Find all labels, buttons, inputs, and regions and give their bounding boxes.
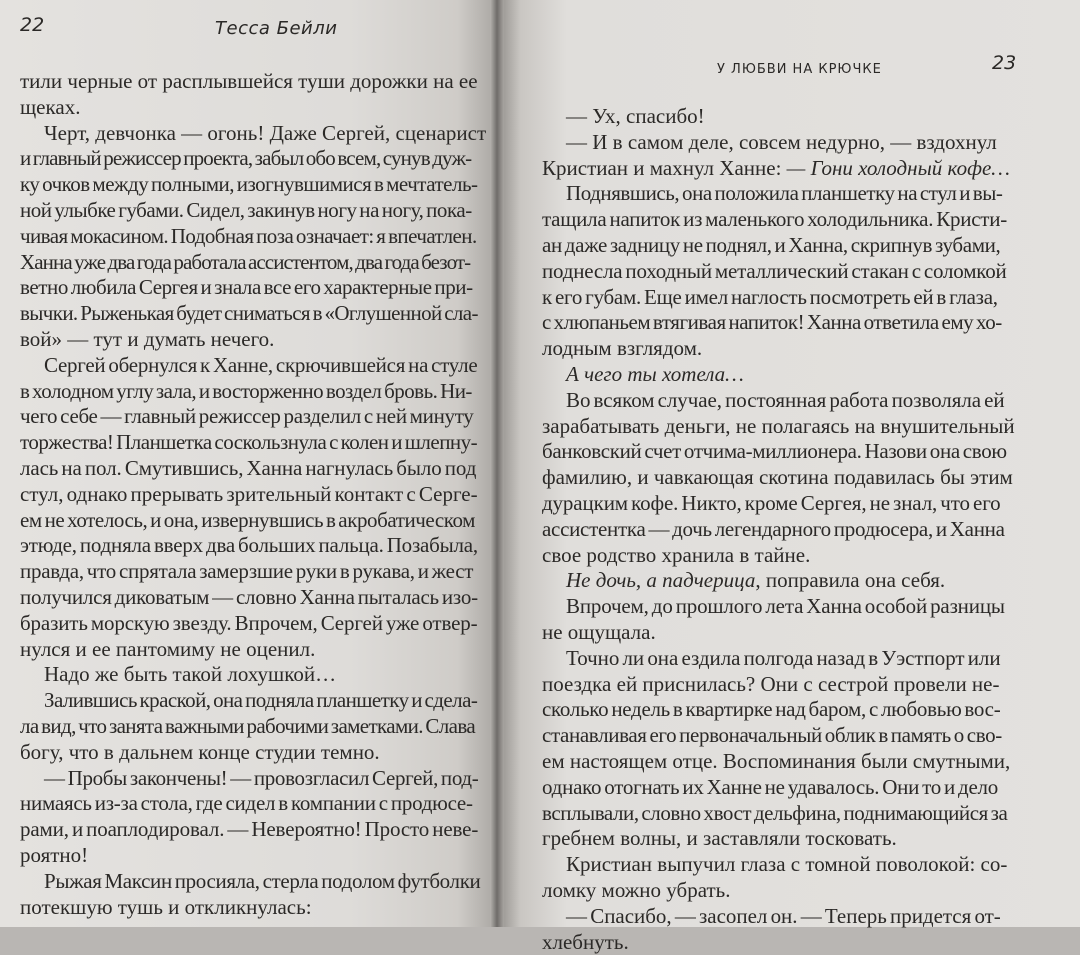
- text-line: Надо же быть такой лохушкой…: [20, 662, 490, 688]
- left-page: [0, 0, 497, 927]
- text-line: [542, 697, 1017, 723]
- text-line: нимаясь из-за стола, где сидел в компании с продюсе-: [20, 791, 490, 817]
- text-run: , поправила она себя.: [755, 568, 945, 592]
- text-line: [542, 672, 1017, 698]
- text-run: зарабатывать деньги, не полагаясь на внушительный: [542, 414, 1015, 438]
- text-line: [542, 852, 1017, 878]
- text-line: [542, 285, 1017, 311]
- text-line: [542, 749, 1017, 775]
- text-line: Черт, девчонка — огонь! Даже Сергей, сценарист: [20, 121, 490, 147]
- italic-run: А чего ты хотела…: [566, 362, 744, 386]
- text-line: богу, что в дальнем конце студии темно.: [20, 740, 490, 766]
- text-line: [542, 439, 1017, 465]
- text-line: [542, 930, 1017, 955]
- text-line: Ханна уже два года работала ассистентом, два года безот-: [20, 250, 490, 276]
- text-line: Залившись краской, она подняла планшетку и сдела-: [20, 688, 490, 714]
- text-line: [542, 130, 1017, 156]
- italic-run: Не дочь, а падчерица: [566, 568, 755, 592]
- text-line: ветно любила Сергея и знала все его характерные при-: [20, 275, 490, 301]
- text-line: рами, и поаплодировал. — Невероятно! Просто неве-: [20, 817, 490, 843]
- text-line: Рыжая Максин просияла, стерла подолом футболки: [20, 869, 490, 895]
- text-line: [542, 646, 1017, 672]
- text-line: тили черные от расплывшейся туши дорожки на ее: [20, 69, 490, 95]
- text-line: этюде, подняла вверх два больших пальца. Позабыла,: [20, 533, 490, 559]
- text-run: к его губам. Еще имел наглость посмотреть ей в глаза,: [542, 285, 998, 309]
- text-run: Впрочем, до прошлого лета Ханна особой разницы: [566, 594, 1005, 618]
- text-line: [542, 156, 1017, 182]
- page-number-right: 23: [992, 52, 1016, 74]
- text-line: [542, 594, 1017, 620]
- text-line: [542, 388, 1017, 414]
- text-line: и главный режиссер проекта, забыл обо всем, сунув дуж-: [20, 146, 490, 172]
- text-line: [542, 336, 1017, 362]
- text-line: — Пробы закончены! — провозгласил Сергей, под-: [20, 766, 490, 792]
- text-run: — Ух, спасибо!: [566, 104, 705, 128]
- text-run: Поднявшись, она положила планшетку на стул и вы-: [566, 181, 1002, 205]
- book-gutter: [490, 0, 504, 927]
- text-run: не ощущала.: [542, 620, 656, 644]
- text-line: [542, 491, 1017, 517]
- text-line: получился диковатым — словно Ханна пыталась изо-: [20, 585, 490, 611]
- running-head-author: Тесса Бейли: [215, 18, 337, 39]
- text-run: ан даже задницу не поднял, и Ханна, скрипнув зубами,: [542, 233, 1000, 257]
- text-line: бразить морскую звезду. Впрочем, Сергей уже отвер-: [20, 611, 490, 637]
- text-line: [542, 517, 1017, 543]
- text-line: вычки. Рыженькая будет сниматься в «Оглушенной сла-: [20, 301, 490, 327]
- text-line: [542, 465, 1017, 491]
- right-page-text: [542, 104, 1017, 955]
- text-line: [542, 904, 1017, 930]
- text-line: [542, 543, 1017, 569]
- text-run: ем настоящем отце. Воспоминания были смутными,: [542, 749, 1010, 773]
- text-line: [542, 104, 1017, 130]
- text-line: чего себе — главный режиссер разделил с ней минуту: [20, 404, 490, 430]
- text-line: [542, 414, 1017, 440]
- text-line: [542, 568, 1017, 594]
- text-run: тащила напиток из маленького холодильника. Кристи-: [542, 207, 1007, 231]
- text-run: Кристиан и махнул Ханне:: [542, 156, 787, 180]
- text-run: банковский счет отчима-миллионера. Назови она свою: [542, 439, 1007, 463]
- text-line: ла вид, что занята важными рабочими заметками. Слава: [20, 714, 490, 740]
- text-line: [542, 362, 1017, 388]
- text-run: хлебнуть.: [542, 930, 629, 954]
- text-line: [542, 207, 1017, 233]
- text-line: [542, 310, 1017, 336]
- text-run: — Спасибо, — засопел он. — Теперь придется от-: [566, 904, 1001, 928]
- text-run: лодным взглядом.: [542, 336, 702, 360]
- text-line: [542, 181, 1017, 207]
- text-line: [542, 826, 1017, 852]
- text-run: Во всяком случае, постоянная работа позволяла ей: [566, 388, 1005, 412]
- text-line: роятно!: [20, 843, 490, 869]
- text-line: нулся и ее пантомиму не оценил.: [20, 637, 490, 663]
- text-line: стул, однако прерывать зрительный контакт с Серге-: [20, 482, 490, 508]
- text-line: торжества! Планшетка соскользнула с колен и шлепну-: [20, 430, 490, 456]
- text-run: с хлюпаньем втягивая напиток! Ханна ответила ему хо-: [542, 310, 1002, 334]
- text-line: [542, 723, 1017, 749]
- text-line: потекшую тушь и откликнулась:: [20, 895, 490, 921]
- text-run: ломку можно убрать.: [542, 878, 730, 902]
- text-line: щеках.: [20, 95, 490, 121]
- text-line: [542, 259, 1017, 285]
- left-page-text: [20, 69, 490, 920]
- text-line: [542, 775, 1017, 801]
- text-line: ем не хотелось, и она, извернувшись в акробатическом: [20, 508, 490, 534]
- text-run: — И в самом деле, совсем недурно, — вздохнул: [566, 130, 997, 154]
- text-line: [542, 620, 1017, 646]
- text-run: поездка ей приснилась? Они с сестрой провели не-: [542, 672, 999, 696]
- text-run: станавливая его первоначальный облик в память о сво-: [542, 723, 1002, 747]
- text-run: свое родство хранила в тайне.: [542, 543, 810, 567]
- text-run: фамилию, и чавкающая скотина подавилась бы этим: [542, 465, 1013, 489]
- text-line: вой» — тут и думать нечего.: [20, 327, 490, 353]
- text-run: однако отогнать их Ханне не удавалось. Они то и дело: [542, 775, 998, 799]
- text-line: лась на пол. Смутившись, Ханна нагнулась было под: [20, 456, 490, 482]
- text-run: поднесла походный металлический стакан с соломкой: [542, 259, 1007, 283]
- text-run: Кристиан выпучил глаза с томной поволокой: со-: [566, 852, 1007, 876]
- text-line: [542, 801, 1017, 827]
- running-head-title: У ЛЮБВИ НА КРЮЧКЕ: [717, 62, 882, 77]
- italic-run: — Гони холодный кофе…: [787, 156, 1010, 180]
- text-line: ку очков между полными, изогнувшимися в мечтатель-: [20, 172, 490, 198]
- right-page: [497, 0, 1080, 927]
- text-run: ассистентка — дочь легендарного продюсера, и Ханна: [542, 517, 1005, 541]
- text-run: Точно ли она ездила полгода назад в Уэстпорт или: [566, 646, 1001, 670]
- text-run: дурацким кофе. Никто, кроме Сергея, не знал, что его: [542, 491, 1001, 515]
- text-run: сколько недель в квартирке над баром, с любовью вос-: [542, 697, 1000, 721]
- text-line: Сергей обернулся к Ханне, скрючившейся на стуле: [20, 353, 490, 379]
- text-line: в холодном углу зала, и восторженно воздел бровь. Ни-: [20, 379, 490, 405]
- text-line: ной улыбке губами. Сидел, закинув ногу на ногу, пока-: [20, 198, 490, 224]
- text-line: правда, что спрятала замерзшие руки в рукава, и жест: [20, 559, 490, 585]
- text-line: [542, 878, 1017, 904]
- text-line: [542, 233, 1017, 259]
- text-run: всплывали, словно хвост дельфина, поднимающийся за: [542, 801, 1007, 825]
- page-number-left: 22: [20, 14, 44, 36]
- text-line: чивая мокасином. Подобная поза означает: я впечатлен.: [20, 224, 490, 250]
- text-run: гребнем волны, и заставляли тосковать.: [542, 826, 897, 850]
